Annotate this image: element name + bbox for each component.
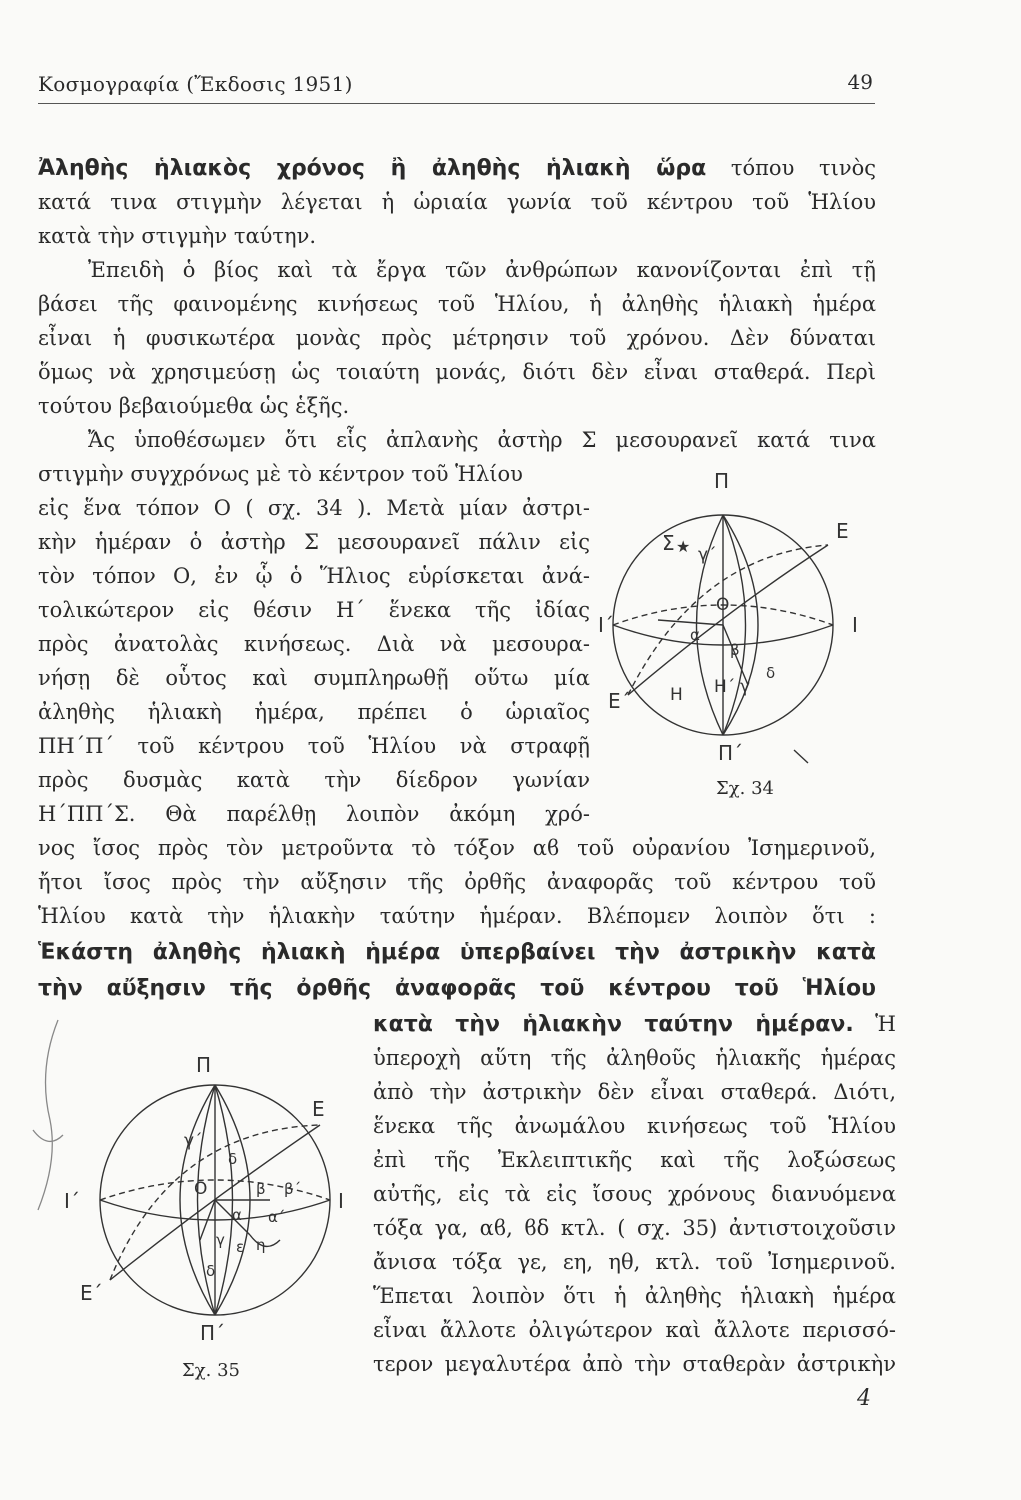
label-del: δ [206, 1262, 216, 1280]
paragraph-line: εἶναι ἡ φυσικωτέρα μονὰς πρὸς μέτρησιν τοῦ χρόνου. Δὲν δύναται [38, 326, 876, 350]
tick [794, 750, 808, 763]
paragraph-line: τόξα γα, αϐ, ϐδ κτλ. ( σχ. 35) ἀντιστοιχοῦσιν [373, 1216, 896, 1240]
label-I: Ι [852, 613, 858, 637]
page-number: 49 [847, 70, 873, 94]
label-a: α [690, 626, 700, 644]
label-P: Π [196, 1053, 212, 1077]
label-eps: ε [236, 1238, 245, 1256]
paragraph-line: ἀπὸ τὴν ἀστρικὴν δὲν εἶναι σταθερά. Διότι, [373, 1080, 896, 1104]
label-I2: Ι΄ [598, 613, 614, 637]
label-b: β [730, 641, 740, 659]
running-title: Κοσμογραφία (Ἔκδοσις 1951) [38, 72, 353, 96]
label-a2: α΄ [268, 1208, 286, 1226]
paragraph-line: ἕνεκα τῆς ἀνωμάλου κινήσεως τοῦ Ἡλίου [373, 1114, 896, 1138]
paragraph-line: βάσει τῆς φαινομένης κινήσεως τοῦ Ἡλίου, ἡ ἀληθὴς ἡλιακὴ ἡμέρα [38, 292, 876, 316]
paragraph-line: Η΄ΠΠ΄Σ. Θὰ παρέλθῃ λοιπὸν ἀκόμη χρό- [38, 802, 590, 826]
label-P: Π [714, 469, 730, 493]
paragraph-line: εἰς ἕνα τόπον Ο ( σχ. 34 ). Μετὰ μίαν ἀστρι- [38, 496, 590, 520]
label-I2: Ι΄ [64, 1189, 80, 1213]
paragraph-line: νήσῃ δὲ οὗτος καὶ συμπληρωθῇ οὕτω μία [38, 666, 590, 690]
paragraph-line: ὑπεροχὴ αὕτη τῆς ἀληθοῦς ἡλιακῆς ἡμέρας [373, 1046, 896, 1070]
label-I: Ι [338, 1189, 344, 1213]
paragraph-line: ἐπὶ τῆς Ἐκλειπτικῆς καὶ τῆς λοξώσεως [373, 1148, 896, 1172]
paragraph-line: τερον μεγαλυτέρα ἀπὸ τὴν σταθερὰν ἀστρικὴν [373, 1352, 896, 1376]
conclusion-line: Ἑκάστη ἀληθὴς ἡλιακὴ ἡμέρα ὑπερβαίνει τὴν ἀστρικὴν κατὰ [38, 940, 876, 965]
label-g: γ΄ [184, 1131, 203, 1151]
label-P2: Π΄ [718, 741, 744, 765]
margin-pencil-mark [18, 1010, 78, 1220]
paragraph-line: τὸν τόπον Ο, ἐν ᾧ ὁ Ἥλιος εὑρίσκεται ἀνά- [38, 564, 590, 588]
label-O: Ο [194, 1179, 208, 1199]
label-eta: η [256, 1236, 266, 1254]
label-H2: Η΄ [714, 677, 736, 697]
radius [658, 620, 723, 625]
header-rule [38, 103, 875, 104]
figure-34 [598, 460, 888, 805]
conclusion-line: κατὰ τὴν ἡλιακὴν ταύτην ἡμέραν. Ἡ [373, 1012, 896, 1037]
paragraph-line: ἀληθὴς ἡλιακὴ ἡμέρα, πρέπει ὁ ὡριαῖος [38, 700, 590, 724]
label-H: Η [670, 685, 683, 705]
label-E: Ε [836, 519, 849, 543]
label-gam: γ [740, 677, 751, 697]
paragraph-line: πρὸς ἀνατολὰς κινήσεως. Διὰ νὰ μεσουρα- [38, 632, 590, 656]
paragraph-line: τούτου βεβαιούμεθα ὡς ἑξῆς. [38, 394, 350, 418]
paragraph-line: ἤτοι ἴσος πρὸς τὴν αὔξησιν τῆς ὀρθῆς ἀναφορᾶς τοῦ κέντρου τοῦ [38, 870, 876, 894]
label-b: β [256, 1180, 266, 1198]
paragraph-line: κὴν ἡμέραν ὁ ἀστὴρ Σ μεσουρανεῖ πάλιν εἰς [38, 530, 590, 554]
paragraph-line: εἶναι ἄλλοτε ὀλιγώτερον καὶ ἄλλοτε περισσό- [373, 1318, 896, 1342]
paragraph-line: τολικώτερον εἰς θέσιν Η΄ ἕνεκα τῆς ἰδίας [38, 598, 590, 622]
hour-circle [723, 515, 746, 735]
paragraph-line: Ἐπειδὴ ὁ βίος καὶ τὰ ἔργα τῶν ἀνθρώπων κανονίζονται ἐπὶ τῇ [88, 258, 876, 282]
signature-mark: 4 [857, 1386, 871, 1411]
paragraph-line: στιγμὴν συγχρόνως μὲ τὸ κέντρον τοῦ Ἡλίου [38, 462, 523, 486]
label-E: Ε [312, 1097, 325, 1121]
star-mark: ★ [676, 537, 691, 556]
paragraph-line: αὐτῆς, εἰς τὰ εἰς ἴσους χρόνους διανυόμενα [373, 1182, 896, 1206]
hour-circle [723, 515, 758, 735]
figure-35 [50, 1040, 360, 1365]
paragraph-line: Ἡλίου κατὰ τὴν ἡλιακὴν ταύτην ἡμέραν. Βλέπομεν λοιπὸν ὅτι : [38, 904, 876, 928]
paragraph-line: ΠΗ΄Π΄ τοῦ κέντρου τοῦ Ἡλίου νὰ στραφῇ [38, 734, 590, 758]
paragraph-line: νος ἴσος πρὸς τὸν μετροῦντα τὸ τόξον αϐ τοῦ οὐρανίου Ἰσημερινοῦ, [38, 836, 876, 860]
paragraph-line: ἄνισα τόξα γε, εη, ηθ, κτλ. τοῦ Ἰσημερινοῦ. [373, 1250, 896, 1274]
label-b2: β΄ [284, 1180, 302, 1198]
paragraph-line: ὅμως νὰ χρησιμεύσῃ ὡς τοιαύτη μονάς, διότι δὲν εἶναι σταθερά. Περὶ [38, 360, 876, 384]
label-E2: Ε΄ [80, 1281, 103, 1305]
paragraph-line: Ἕπεται λοιπὸν ὅτι ἡ ἀληθὴς ἡλιακὴ ἡμέρα [373, 1284, 896, 1308]
label-d: δ [228, 1150, 238, 1168]
label-S: Σ [662, 531, 675, 555]
conclusion-line: τὴν αὔξησιν τῆς ὀρθῆς ἀναφορᾶς τοῦ κέντρου τοῦ Ἡλίου [38, 976, 876, 1001]
paragraph-line: κατὰ τὴν στιγμὴν ταύτην. [38, 224, 317, 248]
paragraph-line: Ἀληθὴς ἡλιακὸς χρόνος ἢ ἀληθὴς ἡλιακὴ ὥρα τόπου τινὸς [38, 156, 877, 181]
figure-34-caption: Σχ. 34 [716, 778, 774, 799]
label-gam: γ [216, 1231, 225, 1249]
hour-circle [198, 1085, 216, 1315]
figure-35-caption: Σχ. 35 [182, 1360, 240, 1381]
paragraph-line: κατά τινα στιγμὴν λέγεται ἡ ὡριαία γωνία τοῦ κέντρου τοῦ Ἡλίου [38, 190, 876, 214]
label-d: δ [766, 664, 776, 682]
paragraph-line: Ἄς ὑποθέσωμεν ὅτι εἷς ἀπλανὴς ἀστὴρ Σ μεσουρανεῖ κατά τινα [88, 428, 876, 452]
paragraph-line: πρὸς δυσμὰς κατὰ τὴν δίεδρον γωνίαν [38, 768, 590, 792]
label-O: Ο [716, 595, 730, 615]
label-E2: Ε΄ [608, 689, 631, 713]
label-P2: Π΄ [200, 1321, 226, 1345]
label-a: α [232, 1206, 242, 1224]
label-g: γ΄ [698, 545, 717, 565]
